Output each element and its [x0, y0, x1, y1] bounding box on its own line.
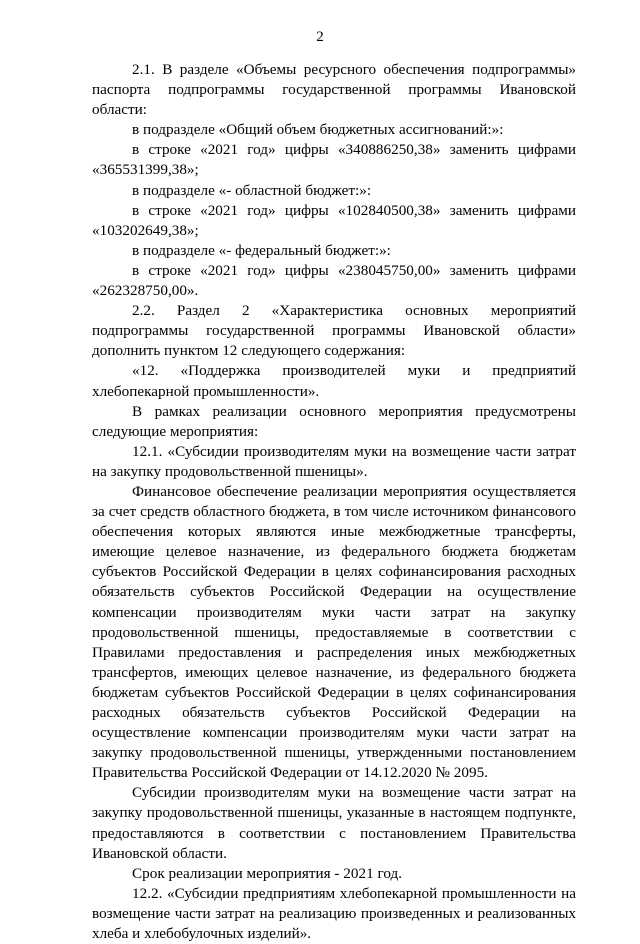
paragraph-item-12-1: 12.1. «Субсидии производителям муки на возмещение части затрат на закупку продовольственной пшеницы».	[92, 442, 576, 480]
paragraph-federal-replace: в строке «2021 год» цифры «238045750,00» заменить цифрами «262328750,00».	[92, 261, 576, 300]
page-number: 2	[316, 29, 324, 45]
paragraph-subsidies: Субсидии производителям муки на возмещение части затрат на закупку продовольственной пшеницы, указанные в настоящем подпункте, предоставляются в соответствии с постановлением Правительства Ивановской области.	[92, 784, 576, 862]
paragraph-term: Срок реализации мероприятия - 2021 год.	[132, 864, 402, 882]
paragraph-item-12: «12. «Поддержка производителей муки и предприятий хлебопекарной промышленности».	[92, 362, 576, 400]
paragraph-2-1: 2.1. В разделе «Объемы ресурсного обеспечения подпрограммы» паспорта подпрограммы государственной программы Ивановской области:	[92, 61, 576, 119]
paragraph-total-replace: в строке «2021 год» цифры «340886250,38» заменить цифрами «365531399,38»;	[92, 141, 576, 179]
paragraph-total-subsection: в подразделе «Общий объем бюджетных ассигнований:»:	[132, 121, 504, 139]
paragraph-item-12-2: 12.2. «Субсидии предприятиям хлебопекарной промышленности на возмещение части затрат на реализацию произведенных и реализованных хлеба и хлебобулочных изделий».	[92, 884, 576, 943]
paragraph-regional-replace: в строке «2021 год» цифры «102840500,38» заменить цифрами «103202649,38»;	[92, 201, 576, 239]
document-body	[92, 60, 576, 944]
paragraph-financing: Финансовое обеспечение реализации мероприятия осуществляется за счет средств областного бюджета, в том числе источником финансового обеспечения которых являются иные межбюджетные трансферты, имеющие целевое назначение, из федерального бюджета бюджетам субъектов Российской Федерации в целях софинансирования расходных обязательств субъектов Российской Федерации на осуществление компенсации производителям муки части затрат на закупку продовольственной пшеницы, предоставляемые в соответствии с Правилами предоставления и распределения иных межбюджетных трансфертов, имеющих целевое назначение, из федерального бюджета бюджетам субъектов Российской Федерации в целях софинансирования расходных обязательств субъектов Российской Федерации на осуществление компенсации производителям муки части затрат на закупку продовольственной пшеницы, утвержденными постановлением Правительства Российской Федерации от 14.12.2020 № 2095.	[92, 482, 576, 782]
paragraph-regional-subsection: в подразделе «- областной бюджет:»:	[132, 181, 372, 199]
paragraph-measures-intro: В рамках реализации основного мероприятия предусмотрены следующие мероприятия:	[92, 402, 576, 440]
paragraph-federal-subsection: в подразделе «- федеральный бюджет:»:	[132, 241, 391, 259]
paragraph-2-2: 2.2. Раздел 2 «Характеристика основных мероприятий подпрограммы государственной программы Ивановской области» дополнить пунктом 12 следующего содержания:	[92, 302, 576, 360]
